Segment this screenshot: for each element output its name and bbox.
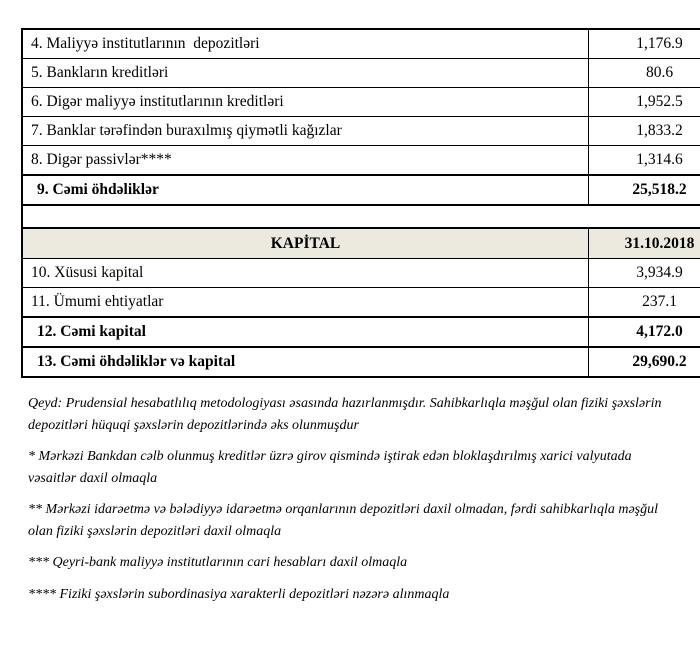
row-value: 1,833.2 [589,117,700,146]
row-value: 1,176.9 [589,29,700,59]
footnote-2: ** Mərkəzi idarəetmə və bələdiyyə idarəetmə orqanlarının depozitləri daxil olmadan, fərdi sahibkarlıqla məşğul olan fiziki şəxslərin depozitləri daxil olmaqla [28,502,658,539]
report-date: 31.10.2018 [589,228,700,259]
row-label: 6. Digər maliyyə institutlarının kreditləri [22,88,589,117]
capital-section-title: KAPİTAL [22,228,589,259]
footnote-3: *** Qeyri-bank maliyyə institutlarının cari hesabları daxil olmaqla [28,555,408,570]
footnotes [28,393,676,605]
total-capital-row [22,317,700,347]
row-label: 8. Digər passivlər**** [22,146,589,176]
total-liabilities-and-capital-row [22,347,700,377]
footnote-1: * Mərkəzi Bankdan cəlb olunmuş kreditlər üzrə girov qismində iştirak edən bloklaşdırılmış xarici valyutada vəsaitlər daxil olmaqla [28,449,632,486]
footnote-4: **** Fiziki şəxslərin subordinasiya xarakterli depozitləri nəzərə alınmaqla [28,586,450,602]
row-label: 11. Ümumi ehtiyatlar [22,288,589,318]
row-label: 13. Cəmi öhdəliklər və kapital [22,347,589,377]
table-row [22,88,700,117]
row-label: 9. Cəmi öhdəliklər [22,175,589,205]
row-label: 5. Bankların kreditləri [22,59,589,88]
table-row [22,288,700,318]
capital-table [21,227,700,378]
table-row [22,59,700,88]
row-value: 29,690.2 [589,347,700,377]
row-value: 1,952.5 [589,88,700,117]
row-value: 4,172.0 [589,317,700,347]
liabilities-table [21,28,700,206]
row-value: 80.6 [589,59,700,88]
table-row [22,259,700,288]
row-value: 25,518.2 [589,175,700,205]
row-label: 4. Maliyyə institutlarının depozitləri [22,29,589,59]
total-liabilities-row [22,175,700,205]
table-row [22,29,700,59]
footnote-qeyd: Qeyd: Prudensial hesabatlılıq metodologiyası əsasında hazırlanmışdır. Sahibkarlıqla məşğul olan fiziki şəxslərin depozitləri hüquqi şəxslərin depozitlərində əks olunmuşdur [28,396,662,433]
capital-header-row [22,228,700,259]
row-value: 3,934.9 [589,259,700,288]
table-row [22,117,700,146]
row-label: 12. Cəmi kapital [22,317,589,347]
row-label: 10. Xüsusi kapital [22,259,589,288]
row-value: 1,314.6 [589,146,700,176]
table-row [22,146,700,176]
row-label: 7. Banklar tərəfindən buraxılmış qiymətli kağızlar [22,117,589,146]
table-gap-left-border [21,206,25,227]
row-value: 237.1 [589,288,700,318]
